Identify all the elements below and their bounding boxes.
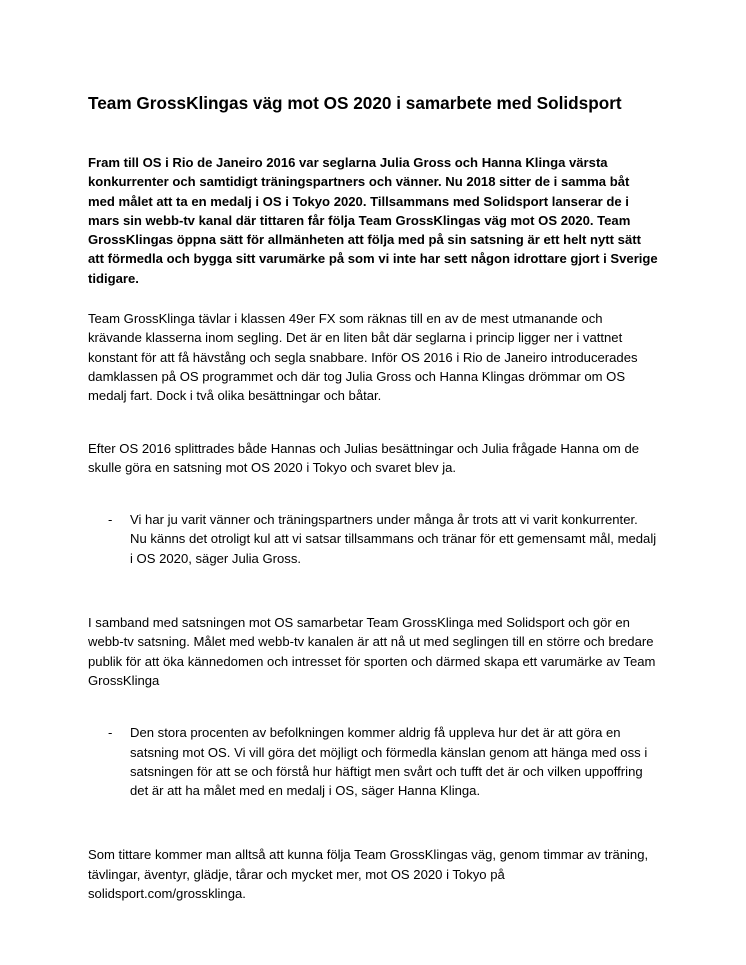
body-paragraph-4: Som tittare kommer man alltså att kunna följa Team GrossKlingas väg, genom timmar av träning, tävlingar, äventyr, glädje, tårar och mycket mer, mot OS 2020 i Tokyo på solidsport.com/grossklinga.	[88, 847, 649, 902]
quote-text: Den stora procenten av befolkningen kommer aldrig få uppleva hur det är att göra en satsning mot OS. Vi vill göra det möjligt och förmedla känslan genom att hänga med oss i satsningen för att se och förstå hur häftigt men svårt och tufft det är och vilken uppoffring det är att ha målet med en medalj i OS, säger Hanna Klinga.	[130, 725, 648, 799]
document-body	[88, 92, 658, 903]
lead-paragraph: Fram till OS i Rio de Janeiro 2016 var seglarna Julia Gross och Hanna Klinga värsta konkurrenter och samtidigt träningspartners och vänner. Nu 2018 sitter de i samma båt med målet att ta en medalj i OS i Tokyo 2020. Tillsammans med Solidsport lanserar de i mars sin webb-tv kanal där tittaren får följa Team GrossKlingas väg mot OS 2020. Team GrossKlingas öppna sätt för allmänheten att följa med på sin satsning är ett helt nytt sätt att förmedla och bygga sitt varumärke på som vi inte har sett någon idrottare gjort i Sverige tidigare.	[88, 155, 658, 286]
body-paragraph-3: I samband med satsningen mot OS samarbetar Team GrossKlinga med Solidsport och gör en webb-tv satsning. Målet med webb-tv kanalen är att nå ut med seglingen till en större och bredare publik för att öka kännedomen och intresset för sporten och därmed skapa ett varumärke av Team GrossKlinga	[88, 615, 656, 688]
document-title: Team GrossKlingas väg mot OS 2020 i samarbete med Solidsport	[88, 93, 622, 113]
quote-dash: -	[108, 725, 113, 741]
quote-text: Vi har ju varit vänner och träningspartners under många år trots att vi varit konkurrenter. Nu känns det otroligt kul att vi satsar tillsammans och tränar för ett gemensamt mål, medalj i OS 2020, säger Julia Gross.	[130, 512, 657, 566]
quote-block-1	[88, 510, 658, 568]
body-paragraph-1: Team GrossKlinga tävlar i klassen 49er FX som räknas till en av de mest utmanande och krävande klasserna inom segling. Det är en liten båt där seglarna i princip ligger ner i vattnet konstant för att få hävstång och segla snabbare. Inför OS 2016 i Rio de Janeiro introducerades damklassen på OS programmet och där tog Julia Gross och Hanna Klingas drömmar om OS medalj fart. Dock i två olika besättningar och båtar.	[88, 311, 638, 404]
quote-block-2	[88, 723, 658, 800]
body-paragraph-2: Efter OS 2016 splittrades både Hannas och Julias besättningar och Julia frågade Hanna om de skulle göra en satsning mot OS 2020 i Tokyo och svaret blev ja.	[88, 440, 640, 475]
quote-dash: -	[108, 512, 113, 528]
